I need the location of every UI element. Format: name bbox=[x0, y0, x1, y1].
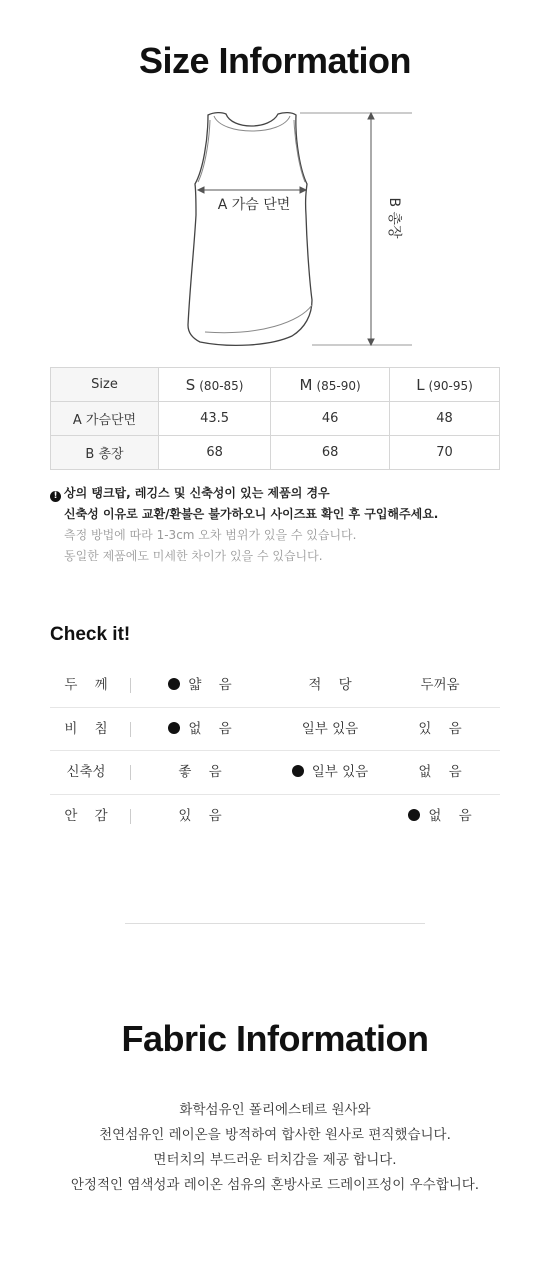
check-it-title: Check it! bbox=[50, 624, 131, 645]
row-label-chest: A 가슴단면 bbox=[51, 402, 159, 436]
check-row bbox=[50, 708, 500, 752]
row-separator bbox=[130, 765, 131, 780]
selected-dot-icon bbox=[292, 765, 304, 777]
fabric-line: 화학섬유인 폴리에스테르 원사와 bbox=[179, 1102, 371, 1118]
size-table bbox=[50, 367, 500, 470]
size-notes bbox=[50, 483, 520, 567]
tank-top-outline bbox=[188, 113, 312, 346]
check-row-label: 비 침 bbox=[64, 720, 108, 737]
check-row-label: 신축성 bbox=[66, 764, 106, 780]
table-cell: 46 bbox=[271, 402, 390, 436]
check-option: 없 음 bbox=[418, 764, 462, 780]
check-option: 일부 있음 bbox=[275, 751, 385, 793]
variance-note: 동일한 제품에도 미세한 차이가 있을 수 있습니다. bbox=[64, 549, 323, 563]
fabric-line: 면터치의 부드러운 터치감을 제공 합니다. bbox=[153, 1152, 397, 1168]
table-cell: 68 bbox=[271, 436, 390, 470]
selected-dot-icon bbox=[168, 678, 180, 690]
table-cell: 48 bbox=[389, 402, 499, 436]
table-cell: 70 bbox=[389, 436, 499, 470]
table-cell: 68 bbox=[159, 436, 271, 470]
check-it-table bbox=[50, 664, 500, 838]
fabric-line: 천연섬유인 레이온을 방적하여 합사한 원사로 편직했습니다. bbox=[99, 1127, 451, 1143]
row-label-length: B 총장 bbox=[51, 436, 159, 470]
check-option: 있 음 bbox=[418, 720, 462, 737]
size-header-m: M (85-90) bbox=[271, 368, 390, 402]
length-measure-label: B 총장 bbox=[386, 197, 402, 239]
fabric-description bbox=[0, 1098, 550, 1198]
size-information-title: Size Information bbox=[138, 40, 412, 81]
selected-dot-icon bbox=[408, 809, 420, 821]
check-option: 일부 있음 bbox=[301, 720, 359, 737]
exclamation-icon: ! bbox=[50, 491, 61, 502]
size-header-corner: Size bbox=[51, 368, 159, 402]
size-header-l: L (90-95) bbox=[389, 368, 499, 402]
row-separator bbox=[130, 678, 131, 693]
check-row-label: 두 께 bbox=[64, 677, 108, 693]
row-separator bbox=[130, 809, 131, 824]
size-warning: ! 상의 탱크탑, 레깅스 및 신축성이 있는 제품의 경우 신축성 이유로 교환/환불은 불가하오니 사이즈표 확인 후 구입해주세요. bbox=[50, 483, 520, 525]
fabric-information-title: Fabric Information bbox=[121, 1018, 429, 1059]
table-cell: 43.5 bbox=[159, 402, 271, 436]
check-option: 두꺼움 bbox=[420, 677, 460, 693]
section-divider bbox=[125, 923, 425, 924]
check-row bbox=[50, 795, 500, 839]
size-header-s: S (80-85) bbox=[159, 368, 271, 402]
check-option: 없 음 bbox=[385, 795, 495, 837]
check-row bbox=[50, 751, 500, 795]
check-row bbox=[50, 664, 500, 708]
fabric-line: 안정적인 염색성과 레이온 섬유의 혼방사로 드레이프성이 우수합니다. bbox=[70, 1177, 480, 1193]
row-separator bbox=[130, 722, 131, 737]
selected-dot-icon bbox=[168, 722, 180, 734]
check-option: 좋 음 bbox=[178, 764, 222, 780]
check-row-label: 안 감 bbox=[64, 807, 108, 824]
measurement-note: 측정 방법에 따라 1-3cm 오차 범위가 있을 수 있습니다. bbox=[64, 528, 357, 542]
check-option: 적 당 bbox=[308, 677, 352, 693]
chest-measure-label: A 가슴 단면 bbox=[217, 197, 291, 213]
check-option: 얇 음 bbox=[145, 664, 255, 706]
size-table-header bbox=[51, 368, 500, 402]
check-option: 있 음 bbox=[178, 807, 222, 824]
table-row bbox=[51, 436, 500, 470]
table-row bbox=[51, 402, 500, 436]
tank-top-measurement-diagram bbox=[0, 100, 550, 360]
check-option: 없 음 bbox=[145, 708, 255, 750]
